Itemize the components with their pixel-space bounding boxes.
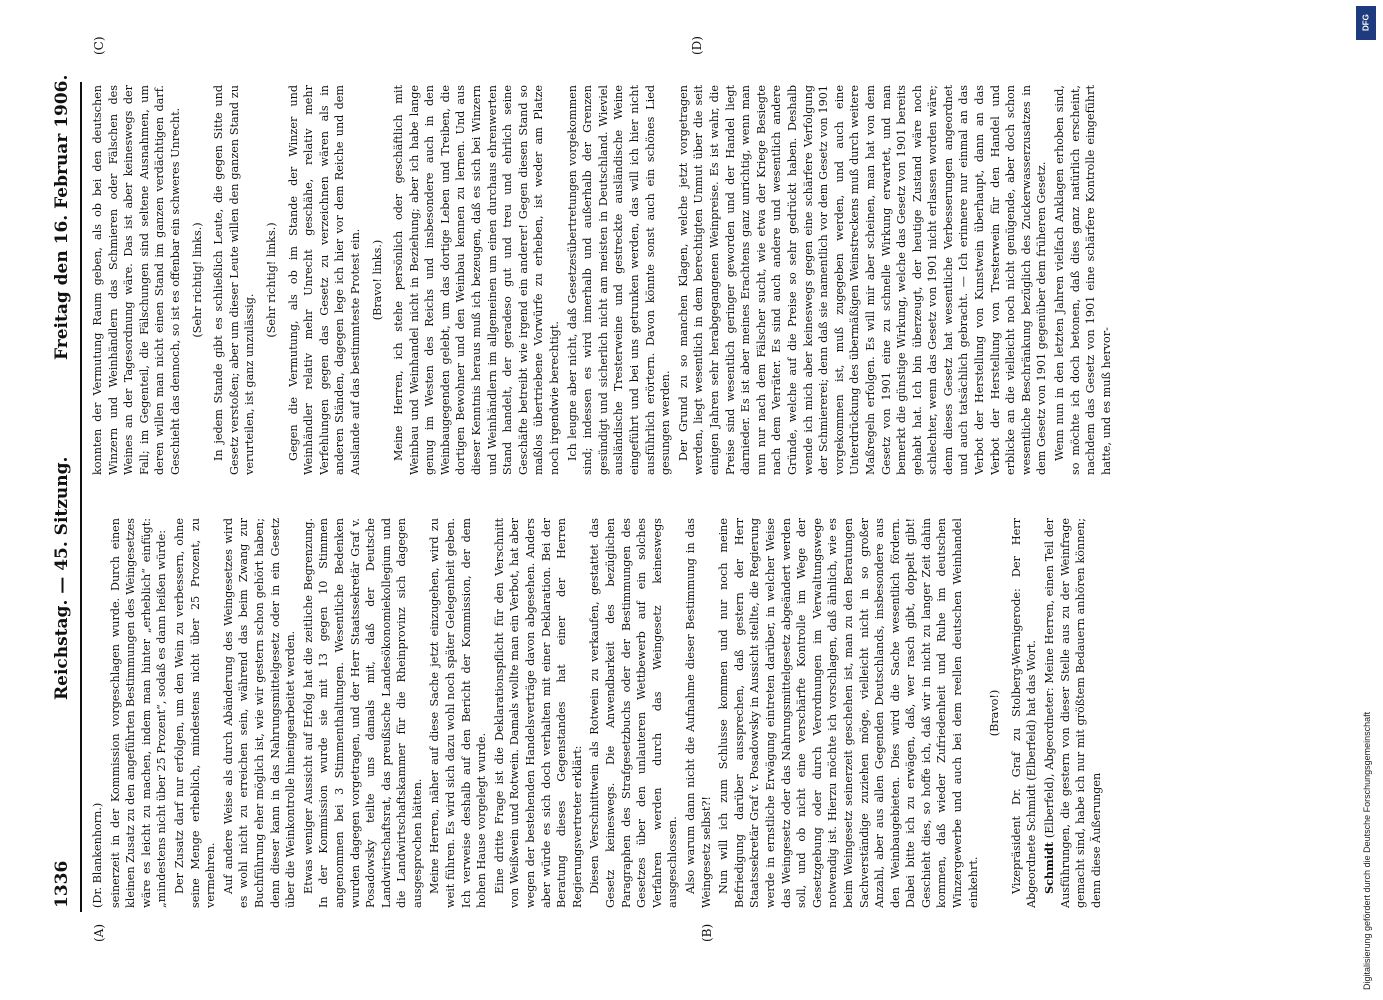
dfg-logo: DFG <box>1356 6 1376 40</box>
paragraph: Auf andere Weise als durch Abänderung des Weingesetzes wird es wohl nicht zu erreichen sein, während das beim Zwang zur Buchführung eher möglich ist, wie wir gestern schon gehört haben; denn dieser kann in das Nahrungsmittelgesetz oder in ein Gesetz über die Weinkontrolle hineingearbeitet werden. <box>221 518 298 908</box>
paragraph: Meine Herren, näher auf diese Sache jetzt einzugehen, wird zu weit führen. Es wird sich dazu wohl noch später Gelegenheit geben. Ich verweise deshalb auf den Bericht der Kommission, der dem hohen Hause vorgelegt wurde. <box>428 518 489 908</box>
paragraph: Meine Herren, ich stehe persönlich oder geschäftlich mit Weinbau und Weinhandel nicht in Beziehung; aber ich habe lange genug im Westen des Reichs und insbesondere auch in den Weinbaugegenden gelebt, um das dortige Leben und Treiben, die dortigen Bewohner und den Weinbau kennen zu lernen. Und aus dieser Kenntnis heraus muß ich bezeugen, daß es sich bei Winzern und Weinhändlern im allgemeinen um einen durchaus ehrenwerten Stand handelt, der geradeso gut und treu und ehrlich seine Geschäfte betreibt wie irgend ein anderer! Gegen diesen Stand so maßlos übertriebene Vorwürfe zu erheben, ist weder am Platze noch irgendwie berechtigt. <box>392 85 562 475</box>
right-column <box>90 85 1250 475</box>
speaker-name: Schmidt <box>1042 841 1057 894</box>
chair-line: Vizepräsident Dr. Graf zu Stolberg-Wernigerode: Der Herr Abgeordnete Schmidt (Elberfeld) hat das Wort. <box>1009 518 1039 908</box>
interjection: (Bravo! links.) <box>370 239 384 321</box>
paragraph: Der Zusatz darf nur erfolgen, um den Wein zu verbessern, ohne seine Menge erheblich, mindestens nicht über 25 Prozent, zu vermehren. <box>172 518 218 908</box>
margin-marker-b: (B) <box>700 923 714 942</box>
paragraph: seinerzeit in der Kommission vorgeschlagen wurde. Durch einen kleinen Zusatz zu den angeführten Bestimmungen des Weingesetzes wäre es leicht zu machen, indem man hinter „erheblich“ einfügt: „mindestens nicht über 25 Prozent“, sodaß es dann heißen würde: <box>108 518 169 908</box>
margin-marker-c: (C) <box>92 36 106 55</box>
paragraph: Etwas weniger Aussicht auf Erfolg hat die zeitliche Begrenzung. In der Kommission wurde sie mit 13 gegen 10 Stimmen angenommen bei 3 Stimmenthaltungen. Wesentliche Bedenken wurden dagegen vorgetragen, und der Herr Staatssekretär Graf v. Posadowsky teilte uns damals mit, daß der Deutsche Landwirtschaftsrat, das preußische Landesökonomiekollegium und die Landwirtschaftskammer für die Rheinprovinz sich dagegen ausgesprochen hätten. <box>301 518 424 908</box>
paragraph: Wenn nun in den letzten Jahren vielfach Anklagen erhoben sind, so möchte ich doch betonen, daß dies ganz natürlich erscheint, nachdem das Gesetz von 1901 eine schärfere Kontrolle eingeführt hatte, und es muß hervor- <box>1053 85 1113 475</box>
applause: (Bravo!) <box>988 689 1002 737</box>
margin-marker-d: (D) <box>690 36 704 55</box>
session-title: Reichstag. — 45. Sitzung. <box>52 456 72 700</box>
paragraph: Ich leugne aber nicht, daß Gesetzesübertretungen vorgekommen sind; indessen es wird innerhalb und außerhalb der Grenzen gesündigt und sicherlich nicht am meisten in Deutschland. Wieviel ausländische Tresterweine und gestreckte ausländische Weine eingeführt und bei uns getrunken werden, das will ich hier nicht ausführlich erörtern. Davon könnte sonst auch ein schönes Lied gesungen werden. <box>565 85 673 475</box>
speaker-prefix: (Dr. Blankenhorn.) <box>91 802 104 908</box>
left-column <box>90 518 1250 908</box>
paragraph: Diesen Verschnittwein als Rotwein zu verkaufen, gestattet das Gesetz keineswegs. Die Anwendbarkeit des bezüglichen Paragraphen des Strafgesetzbuchs oder der Bestimmungen des Gesetzes über den unlauteren Wettbewerb auf ein solches Verfahren werden durch das Weingesetz keineswegs ausgeschlossen. <box>588 518 680 908</box>
interjection: (Sehr richtig! links.) <box>190 222 204 338</box>
margin-marker-a: (A) <box>92 923 106 942</box>
paragraph: Gegen die Vermutung, als ob im Stande der Winzer und Weinhändler relativ mehr Unrecht geschähe, relativ mehr Verfehlungen gegen das Gesetz zu verzeichnen wären als in anderen Ständen, dagegen lege ich hier vor dem Reiche und dem Auslande auf das bestimmteste Protest ein. <box>286 85 362 475</box>
paragraph: In jedem Stande gibt es schließlich Leute, die gegen Sitte und Gesetz verstoßen; aber um dieser Leute willen den ganzen Stand zu verurteilen, ist ganz unzulässig. <box>212 85 257 475</box>
digitization-credit: Digitalisierung gefördert durch die Deutsche Forschungsgemeinschaft <box>1362 711 1372 990</box>
speaker-text: (Elberfeld), Abgeordneter: Meine Herren, einen Teil der Ausführungen, die gestern von dieser Stelle aus zu der Weinfrage gemacht sind, habe ich nur mit größtem Bedauern anhören können; denn diese Äußerungen <box>1043 518 1103 908</box>
page-header <box>48 0 76 1000</box>
paragraph: Also warum dann nicht die Aufnahme dieser Bestimmung in das Weingesetz selbst?! <box>683 518 713 908</box>
paragraph: konnten der Vermutung Raum geben, als ob bei den deutschen Winzern und Weinhändlern das Schmieren oder Fälschen des Weines an der Tagesordnung wäre. Das ist aber keineswegs der Fall; im Gegenteil, die Fälschungen sind seltene Ausnahmen, um deren willen man nicht einen Stand im ganzen verdächtigen darf. Geschieht das dennoch, so ist es offenbar ein schweres Unrecht. <box>91 85 182 475</box>
session-date: Freitag den 16. Februar 1906. <box>52 74 72 360</box>
header-rule <box>80 82 82 912</box>
page-number: 1336 <box>52 860 72 908</box>
paragraph: Eine dritte Frage ist die Deklarationspflicht für den Verschnitt von Weißwein und Rotwein. Damals wollte man ein Verbot, hat aber wegen der bestehenden Handelsverträge davon abgesehen. Anders aber würde es sich doch verhalten mit einer Deklaration. Bei der Beratung dieses Gegenstandes hat einer der Herren Regierungsvertreter erklärt: <box>492 518 584 908</box>
interjection: (Sehr richtig! links.) <box>264 222 278 338</box>
paragraph: Der Grund zu so manchen Klagen, welche jetzt vorgetragen werden, liegt wesentlich in dem berechtigten Unmut über die seit einigen Jahren sehr herabgegangenen Weinpreise. Es ist wahr, die Preise sind wesentlich geringer geworden und der Handel liegt darnieder. Es ist aber meines Erachtens ganz unrichtig, wenn man nun nur nach dem Fälscher sucht, wie etwa der Kriege Besiegte nach dem Verräter. Es sind auch andere und wesentlich andere Gründe, welche auf die Preise so sehr gedrückt haben. Deshalb wende ich mich aber keineswegs gegen eine schärfere Verfolgung der Schmiererei; denn daß sie namentlich vor dem Gesetz von 1901 vorgekommen ist, muß zugegeben werden, und auch eine Unterdrückung des übermäßigen Weinstreckens muß durch weitere Maßregeln erfolgen. Es will mir aber scheinen, man hat von dem Gesetz von 1901 eine zu schnelle Wirkung erwartet, und man bemerkt die günstige Wirkung, welche das Gesetz von 1901 bereits gehabt hat. Ich bin überzeugt, der heutige Zustand wäre noch schlechter, wenn das Gesetz von 1901 nicht erlassen worden wäre; denn dieses Gesetz hat wesentliche Verbesserungen angeordnet und auch tatsächlich gebracht. — Ich erinnere nur einmal an das Verbot der Herstellung von Kunstwein überhaupt, dann an das Verbot der Herstellung von Tresterwein für den Handel und erblicke an die vielleicht noch nicht genügende, aber doch schon wesentliche Beschränkung bezüglich des Zuckerwasserzusatzes in dem Gesetz von 1901 gegenüber dem früheren Gesetz. <box>676 85 1049 475</box>
paragraph: Nun will ich zum Schlusse kommen und nur noch meine Befriedigung darüber aussprechen, daß gestern der Herr Staatssekretär Graf v. Posadowsky in Aussicht stellte, die Regierung werde in ernstliche Erwägung eintreten darüber, in welcher Weise das Weingesetz oder das Nahrungsmittelgesetz abgeändert werden soll, und ob nicht eine verschärfte Kontrolle im Wege der Gesetzgebung oder durch Verordnungen im Verwaltungswege notwendig ist. Hierzu möchte ich vorschlagen, daß ähnlich, wie es beim Weingesetz seinerzeit geschehen ist, man zu den Beratungen Sachverständige zuziehen möge, vielleicht nicht in so großer Anzahl, aber aus allen Gegenden Deutschlands, insbesondere aus den Weinbaugebieten. Dies wird die Sache wesentlich fördern. Dabei bitte ich zu erwägen, daß, wer rasch gibt, doppelt gibt! Geschieht dies, so hoffe ich, daß wir in nicht zu langer Zeit dahin kommen, daß wieder Zufriedenheit und Ruhe im deutschen Winzergewerbe und auch bei dem reellen deutschen Weinhandel einkehrt. <box>717 518 980 908</box>
